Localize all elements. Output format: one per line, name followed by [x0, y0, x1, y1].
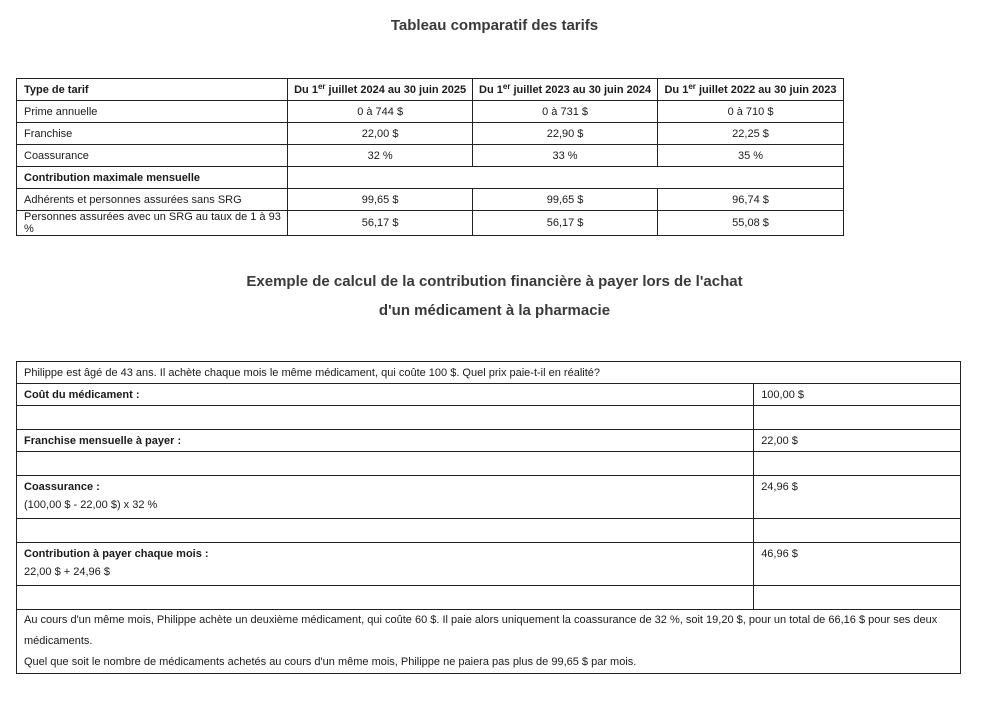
example-title-line1: Exemple de calcul de la contribution financière à payer lors de l'achat: [246, 273, 743, 290]
table-row: [17, 189, 844, 211]
table-header-row: [17, 79, 844, 101]
table-row: [17, 406, 961, 430]
empty-cell: [288, 167, 844, 189]
franchise-label: Franchise mensuelle à payer :: [17, 430, 754, 452]
coass-value: 24,96 $: [754, 476, 961, 519]
calcul-table: [16, 361, 961, 674]
franchise-value: 22,00 $: [754, 430, 961, 452]
row-label: Prime annuelle: [17, 101, 288, 123]
cell-value: 35 %: [658, 145, 844, 167]
cell-value: 96,74 $: [658, 189, 844, 211]
table-row: [17, 145, 844, 167]
cell-value: 55,08 $: [658, 211, 844, 236]
table-row: [17, 167, 844, 189]
cout-value: 100,00 $: [754, 384, 961, 406]
cell-value: 56,17 $: [288, 211, 473, 236]
empty-cell: [754, 519, 961, 543]
cell-value: 0 à 744 $: [288, 101, 473, 123]
example-title-line2: d'un médicament à la pharmacie: [378, 302, 611, 319]
contrib-cell: [17, 543, 754, 586]
cell-value: 0 à 731 $: [473, 101, 658, 123]
empty-cell: [17, 519, 754, 543]
header-period-2024: Du 1er juillet 2024 au 30 juin 2025: [288, 79, 473, 101]
coass-cell: [17, 476, 754, 519]
row-label: Personnes assurées avec un SRG au taux de 1 à 93 %: [17, 211, 288, 236]
header-period-2023: Du 1er juillet 2023 au 30 juin 2024: [473, 79, 658, 101]
table-row: [17, 519, 961, 543]
note-text-1: Au cours d'un même mois, Philippe achète un deuxième médicament, qui coûte 60 $. Il paie alors uniquement la coassurance de 32 %, soit 19,20 $, pour un total de 66,16 $ pour ses deux médicaments.: [24, 614, 938, 647]
cell-value: 22,00 $: [288, 123, 473, 145]
table-row: [17, 476, 961, 519]
empty-cell: [17, 452, 754, 476]
table-row: [17, 123, 844, 145]
table-row: [17, 384, 961, 406]
table-row: [17, 452, 961, 476]
empty-cell: [754, 452, 961, 476]
empty-cell: [754, 406, 961, 430]
cell-value: 33 %: [473, 145, 658, 167]
header-type: Type de tarif: [17, 79, 288, 101]
tarifs-table: [16, 78, 844, 236]
coass-label: Coassurance :: [24, 481, 100, 493]
empty-cell: [17, 586, 754, 610]
table-row: [17, 211, 844, 236]
cout-label: Coût du médicament :: [17, 384, 754, 406]
table-row: [17, 543, 961, 586]
cell-value: 22,90 $: [473, 123, 658, 145]
cell-value: 32 %: [288, 145, 473, 167]
table-row: [17, 610, 961, 674]
contrib-label: Contribution à payer chaque mois :: [24, 548, 209, 560]
cell-value: 22,25 $: [658, 123, 844, 145]
table-row: [17, 430, 961, 452]
cell-value: 0 à 710 $: [658, 101, 844, 123]
row-label: Coassurance: [17, 145, 288, 167]
cell-value: 56,17 $: [473, 211, 658, 236]
empty-cell: [754, 586, 961, 610]
intro-text: Philippe est âgé de 43 ans. Il achète chaque mois le même médicament, qui coûte 100 $. Quel prix paie-t-il en réalité?: [17, 362, 961, 384]
table-row: [17, 101, 844, 123]
note-text-2: Quel que soit le nombre de médicaments achetés au cours d'un même mois, Philippe ne paiera pas plus de 99,65 $ par mois.: [24, 656, 637, 668]
cell-value: 99,65 $: [288, 189, 473, 211]
row-label-section: Contribution maximale mensuelle: [17, 167, 288, 189]
table-row: [17, 586, 961, 610]
coass-formula: (100,00 $ - 22,00 $) x 32 %: [24, 499, 158, 511]
note-cell: [17, 610, 961, 674]
contrib-formula: 22,00 $ + 24,96 $: [24, 566, 110, 578]
row-label: Adhérents et personnes assurées sans SRG: [17, 189, 288, 211]
row-label: Franchise: [17, 123, 288, 145]
page-title: Tableau comparatif des tarifs: [390, 17, 599, 34]
empty-cell: [17, 406, 754, 430]
table-row: [17, 362, 961, 384]
cell-value: 99,65 $: [473, 189, 658, 211]
contrib-value: 46,96 $: [754, 543, 961, 586]
header-period-2022: Du 1er juillet 2022 au 30 juin 2023: [658, 79, 844, 101]
